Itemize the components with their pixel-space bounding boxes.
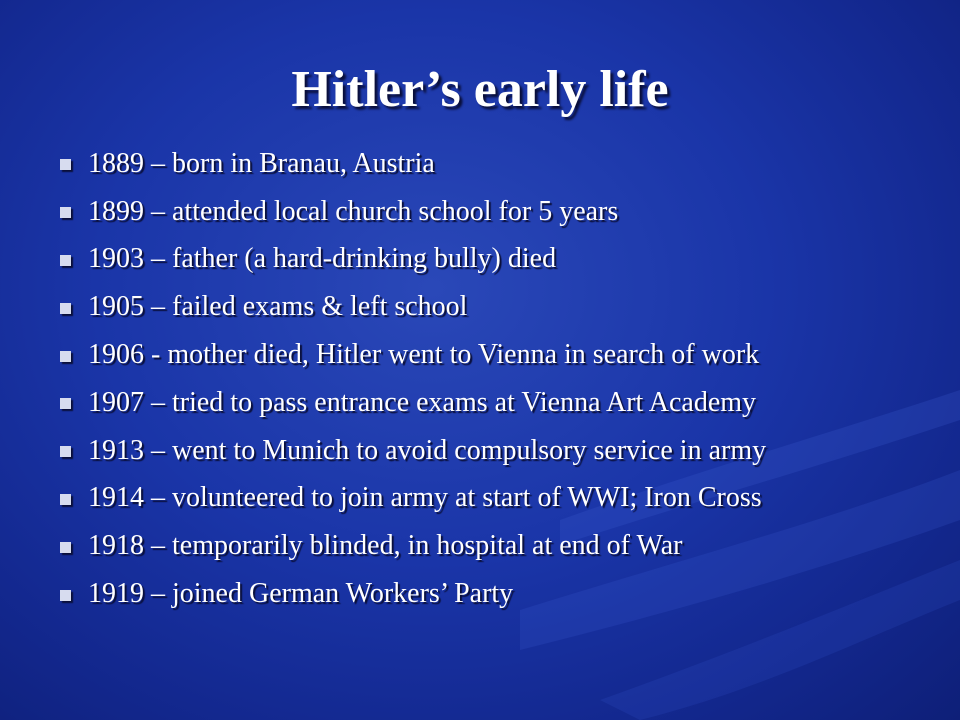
bullet-item	[60, 236, 940, 284]
bullet-item	[60, 283, 940, 331]
bullet-item	[60, 379, 940, 427]
square-bullet-icon	[60, 446, 71, 457]
bullet-text: 1903 – father (a hard-drinking bully) died	[88, 243, 557, 275]
bullet-text: 1905 – failed exams & left school	[88, 291, 468, 323]
bullet-text: 1914 – volunteered to join army at start of WWI; Iron Cross	[88, 482, 762, 514]
bullet-text: 1889 – born in Branau, Austria	[88, 147, 435, 179]
square-bullet-icon	[60, 207, 71, 218]
bullet-item	[60, 140, 940, 188]
square-bullet-icon	[60, 590, 71, 601]
bullet-item	[60, 427, 940, 475]
bullet-text: 1907 – tried to pass entrance exams at Vienna Art Academy	[88, 386, 757, 418]
square-bullet-icon	[60, 542, 71, 553]
square-bullet-icon	[60, 303, 71, 314]
square-bullet-icon	[60, 398, 71, 409]
bullet-item	[60, 522, 940, 570]
bullet-text: 1919 – joined German Workers’ Party	[88, 578, 514, 610]
bullet-text: 1899 – attended local church school for 5 years	[88, 195, 619, 227]
bullet-text: 1918 – temporarily blinded, in hospital at end of War	[88, 530, 683, 562]
bullet-list	[60, 140, 940, 618]
square-bullet-icon	[60, 351, 71, 362]
bullet-text: 1913 – went to Munich to avoid compulsory service in army	[88, 434, 767, 466]
square-bullet-icon	[60, 255, 71, 266]
bullet-item	[60, 475, 940, 523]
bullet-item	[60, 188, 940, 236]
bullet-item	[60, 331, 940, 379]
slide-title: Hitler’s early life	[291, 61, 669, 118]
square-bullet-icon	[60, 494, 71, 505]
bullet-item	[60, 570, 940, 618]
bullet-text: 1906 - mother died, Hitler went to Vienna in search of work	[88, 339, 760, 371]
square-bullet-icon	[60, 159, 71, 170]
